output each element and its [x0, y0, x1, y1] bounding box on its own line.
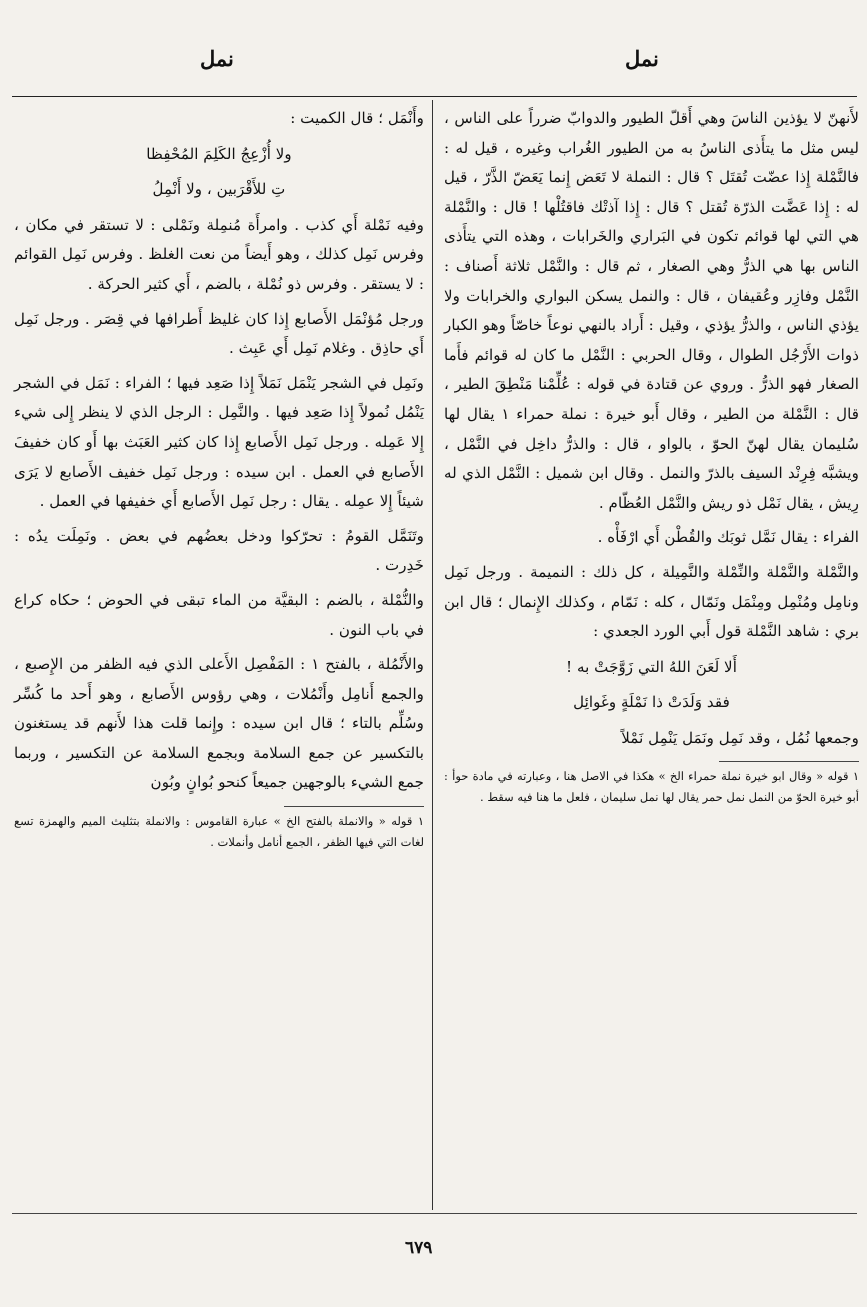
left-paragraph-4: وتَنَمَّل القومُ : تحرّكوا ودخل بعضُهم في بعض . ونَمِلَت يدُه : خَدِرت .: [14, 526, 424, 575]
right-verse-line-2: فقد وَلَدَتْ ذا نَمْلَةٍ وغَوائِل: [573, 693, 730, 712]
left-paragraph-3: ونَمِل في الشجر يَنْمَل نَمَلاً إِذا صَعِد فيها ؛ الفراء : نَمَل في الشجر يَنْمُل نُمولاً إِذا صَعِد فيها . والنَّمِل : الرجل الذي لا ينظر إِلى شيء إِلا عَمِله . ورجل نَمِل الأَصابع إِذا كان كثير العَبَث بها أَو كان خفيفَ الأَصابع في العمل . ابن سيده : ورجل نَمِل خفيف الأَصابع لا يَرَى شيئاً إِلا عمِله . يقال : رجل نَمِل الأَصابع أَي خفيفها في العمل .: [14, 373, 424, 511]
left-verse-line-2: تِ للأَقْرَبين ، ولا أَنْمِلُ: [152, 180, 286, 199]
right-footnote-rule: [719, 761, 859, 762]
right-paragraph-3: والنَّمْلة والنَّمْلة والنِّمْلة والنَّمِيلة ، كل ذلك : النميمة . ورجل نَمِل ونامِل ومُنْمِل ومِنْمَل ونَمّال ، كله : نَمّام ، وكذلك الإِنمال ؛ قال ابن بري : شاهد النَّمْلة قول أَبي الورد الجعدي :: [444, 562, 859, 641]
right-closing-line: وجمعها نُمُل ، وقد نَمِل ونَمَل يَنْمِل نَمْلاً: [621, 728, 859, 747]
footer-rule: [12, 1213, 857, 1214]
left-column: [14, 104, 424, 853]
running-header-right: نمل: [625, 46, 659, 71]
left-paragraph-6: والأَنْمُلة ، بالفتح ١ : المَفْصِل الأَعلى الذي فيه الظفر من الإِصبع ، والجمع أَنامِل وأَنْمُلات ، وهي رؤوس الأَصابع ، وهو أَحد ما كُسِّر وسُلِّم بالتاء ؛ قال ابن سيده : وإِنما قلت هذا لأَنهم قد يستغنون بالتكسير عن جمع السلامة وبجمع السلامة عن التكسير ، وربما جمع الشيء بالوجهين جميعاً كنحو بُوانٍ وبُون: [14, 655, 424, 792]
left-intro: وأَنْمَل ؛ قال الكميت :: [290, 109, 424, 127]
left-footnote: ١ قوله « والانملة بالفتح الخ » عبارة القاموس : والانملة بتثليث الميم والهمزة تسع لغات التي فيها الظفر ، الجمع أنامل وأنملات .: [14, 814, 424, 850]
left-paragraph-2: ورجل مُؤنْمَل الأَصابع إِذا كان غليظ أَطرافها في قِصَر . ورجل نَمِل أَي حاذِق . وغلام نَمِل أَي عَبِث .: [14, 309, 424, 358]
header-rule: [12, 96, 857, 97]
column-divider: [432, 100, 433, 1210]
right-footnote: ١ قوله « وقال ابو خيرة نملة حمراء الخ » هكذا في الاصل هنا ، وعبارته في مادة حوأ : أبو خيرة الحوّ من النمل نمل حمر يقال لها نمل سليمان ، فلعل ما هنا فيه سقط .: [444, 769, 859, 805]
left-footnote-rule: [284, 806, 424, 807]
right-paragraph-2: الفراء : يقال نَمَّل ثوبَك والقُطْن أَي ارْفَأْه .: [597, 528, 859, 547]
right-paragraph-1: لأَنهنّ لا يؤذين الناسَ وهي أَقلّ الطيور والدوابّ ضرراً على الناس ، ليس مثل ما يتأَذى الناسُ به من الطيور الغُراب وغيره ، قيل له : فالنَّمْلة إِذا عضّت تُقتَل ؟ قال : النملة لا تَعَض إِنما يَعَضّ الذَّرّ ، قيل له : إِذا عَضَّت الذرّة تُقتل ؟ قال : إِذا آذتْك فاقتُلْها ! قال : والنَّمْلة هي التي لها قوائم تكون في البَراري والخَرابات ، وهذه التي يتأَذى الناس بها هي الذرُّ وهي الصغار ، ثم قال : والنَّمْل ثلاثة أَصناف : النَّمْل وفازِر وعُقيفان ، قال : والنمل يسكن البواري والخرابات ولا يؤذي الناس ، والذرُّ يؤذي ، وقيل : أَراد بالنهي نوعاً خاصّاً وهو الكبار ذوات الأَرْجُل الطوال ، وقال الحربي : النَّمْل ما كان له قوائم فأَما الصغار فهو الذرُّ . وروي عن قتادة في قوله : عُلِّمْنا مَنْطِقَ الطير ، قال : النَّمْلة من الطير ، وقال أَبو خيرة : نملة حمراء ١ يقال لها سُليمان يقال لهنّ الحوّ ، بالواو ، قال : والذرُّ داخِل في النَّمْل ، ويشبَّه فِرِنْد السيف بالذرّ والنمل . وقال ابن شميل : النَّمْل الذي له رِيش ، يقال نَمْل ذو ريش والنَّمْل العُظّام .: [444, 109, 860, 512]
right-verse-line-1: أَلا لَعَنَ اللهُ التي زَوَّجَتْ به !: [566, 657, 737, 676]
left-paragraph-5: والنُّمْلة ، بالضم : البقيَّة من الماء تبقى في الحوض ؛ حكاه كراع في باب النون .: [14, 590, 424, 639]
running-header-left: نمل: [200, 46, 234, 71]
page-number: ٦٧٩: [405, 1238, 433, 1258]
left-verse-line-1: ولا أُزْعِجُ الكَلِمَ المُحْفِظا: [146, 144, 292, 163]
right-column: [444, 104, 859, 808]
left-paragraph-1: وفيه نَمْلة أَي كذب . وامرأَة مُنمِلة ونَمْلى : لا تستقر في مكان ، وفرس نَمِل كذلك ، وهو أَيضاً من نعت الغلظ . وفرس نَمِل القوائم : لا يستقر . وفرس ذو نُمْلة ، بالضم ، أَي كثير الحركة .: [14, 215, 424, 293]
